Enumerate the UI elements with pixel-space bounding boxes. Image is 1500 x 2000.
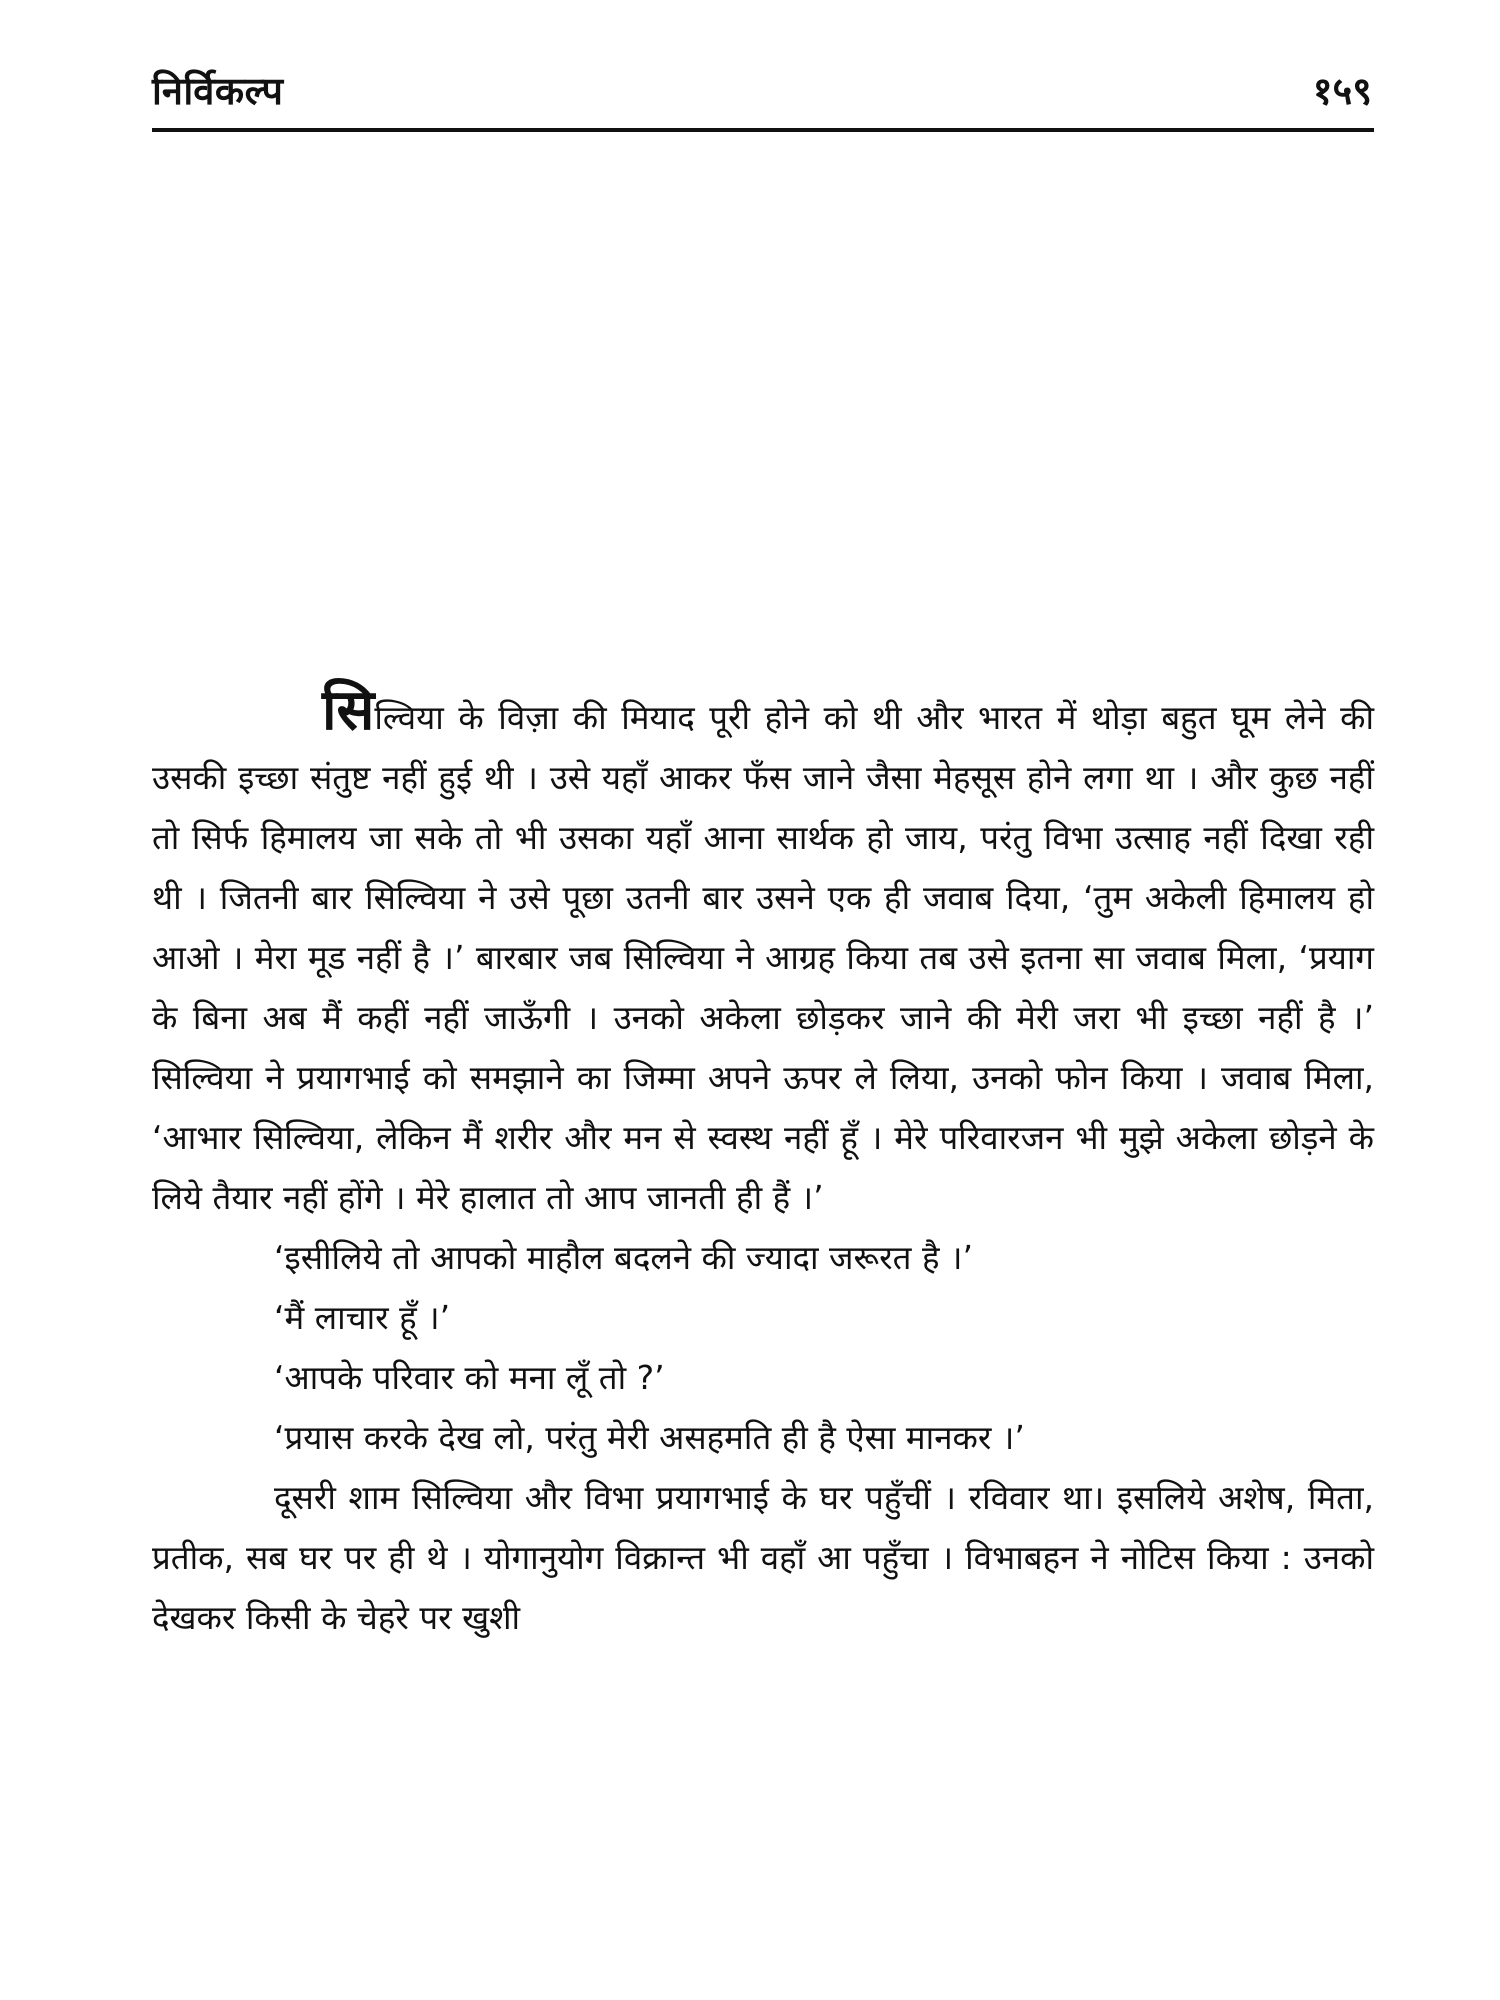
running-head: निर्विकल्प: [152, 69, 284, 113]
header-rule: [152, 128, 1374, 132]
body-text: [152, 678, 1374, 1648]
dialogue-line: ‘प्रयास करके देख लो, परंतु मेरी असहमति ही है ऐसा मानकर ।’: [274, 1418, 1025, 1457]
dialogue-line: ‘मैं लाचार हूँ ।’: [274, 1298, 451, 1337]
dialogue-line: ‘इसीलिये तो आपको माहौल बदलने की ज्यादा जरूरत है ।’: [274, 1238, 973, 1277]
paragraph-1-text: ल्विया के विज़ा की मियाद पूरी होने को थी और भारत में थोड़ा बहुत घूम लेने की उसकी इच्छा संतुष्ट नहीं हुई थी । उसे यहाँ आकर फँस जाने जैसा मेहसूस होने लगा था । और कुछ नहीं तो सिर्फ हिमालय जा सके तो भी उसका यहाँ आना सार्थक हो जाय, परंतु विभा उत्साह नहीं दिखा रही थी । जितनी बार सिल्विया ने उसे पूछा उतनी बार उसने एक ही जवाब दिया, ‘तुम अकेली हिमालय हो आओ । मेरा मूड नहीं है ।’ बारबार जब सिल्विया ने आग्रह किया तब उसे इतना सा जवाब मिला, ‘प्रयाग के बिना अब मैं कहीं नहीं जाऊँगी । उनको अकेला छोड़कर जाने की मेरी जरा भी इच्छा नहीं है ।’ सिल्विया ने प्रयागभाई को समझाने का जिम्मा अपने ऊपर ले लिया, उनको फोन किया । जवाब मिला, ‘आभार सिल्विया, लेकिन मैं शरीर और मन से स्वस्थ नहीं हूँ । मेरे परिवारजन भी मुझे अकेला छोड़ने के लिये तैयार नहीं होंगे । मेरे हालात तो आप जानती ही हैं ।’: [152, 698, 1374, 1217]
paragraph-2: दूसरी शाम सिल्विया और विभा प्रयागभाई के घर पहुँचीं । रविवार था। इसलिये अशेष, मिता, प्रतीक, सब घर पर ही थे । योगानुयोग विक्रान्त भी वहाँ आ पहुँचा । विभाबहन ने नोटिस किया : उनको देखकर किसी के चेहरे पर खुशी: [152, 1478, 1374, 1637]
page-header: [152, 56, 1372, 116]
opening-initial: सि: [322, 678, 375, 743]
page-number: १५९: [1312, 69, 1372, 113]
paragraph-1: [152, 678, 1374, 1228]
dialogue-line: ‘आपके परिवार को मना लूँ तो ?’: [274, 1358, 665, 1397]
